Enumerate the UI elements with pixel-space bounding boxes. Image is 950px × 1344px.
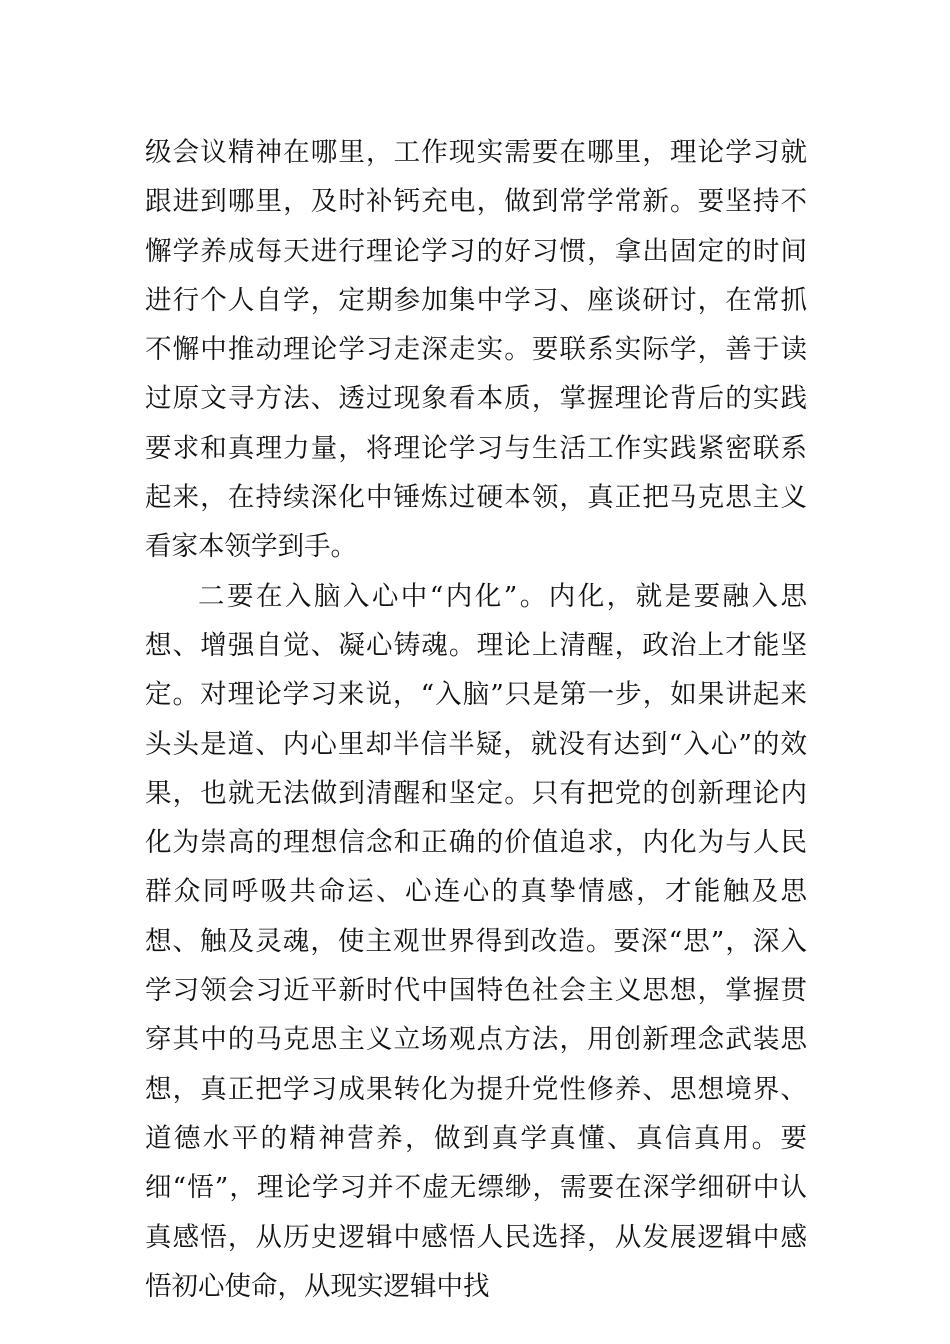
paragraph-continuation: 级会议精神在哪里，工作现实需要在哪里，理论学习就跟进到哪里，及时补钙充电，做到常学常新。要坚持不懈学养成每天进行理论学习的好习惯，拿出固定的时间进行个人自学，定期参加集中学习、座谈研讨，在常抓不懈中推动理论学习走深走实。要联系实际学，善于读过原文寻方法、透过现象看本质，掌握理论背后的实践要求和真理力量，将理论学习与生活工作实践紧密联系起来，在持续深化中锤炼过硬本领，真正把马克思主义看家本领学到手。: [145, 137, 807, 563]
body-text: [145, 128, 807, 1311]
paragraph-internalize: 二要在入脑入心中“内化”。内化，就是要融入思想、增强自觉、凝心铸魂。理论上清醒，政治上才能坚定。对理论学习来说，“入脑”只是第一步，如果讲起来头头是道、内心里却半信半疑，就没有达到“入心”的效果，也就无法做到清醒和坚定。只有把党的创新理论内化为崇高的理想信念和正确的价值追求，内化为与人民群众同呼吸共命运、心连心的真挚情感，才能触及思想、触及灵魂，使主观世界得到改造。要深“思”，深入学习领会习近平新时代中国特色社会主义思想，掌握贯穿其中的马克思主义立场观点方法，用创新理念武装思想，真正把学习成果转化为提升党性修养、思想境界、道德水平的精神营养，做到真学真懂、真信真用。要细“悟”，理论学习并不虚无缥缈，需要在深学细研中认真感悟，从历史逻辑中感悟人民选择，从发展逻辑中感悟初心使命，从现实逻辑中找: [145, 580, 807, 1302]
